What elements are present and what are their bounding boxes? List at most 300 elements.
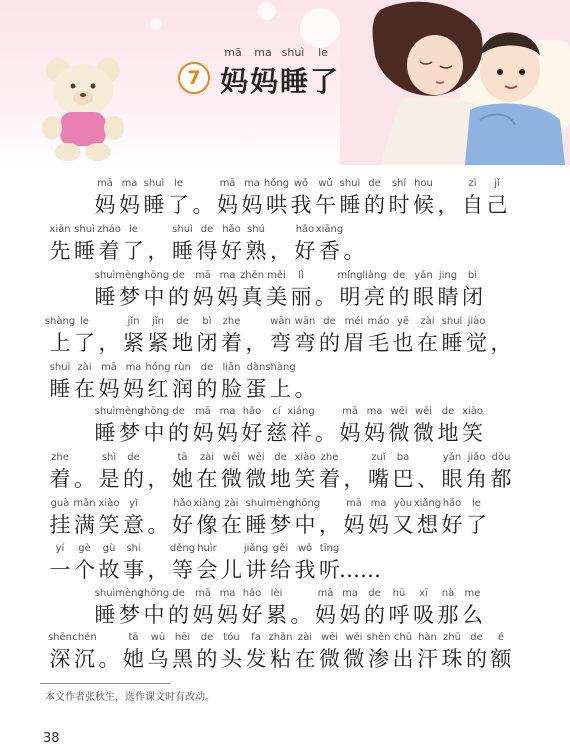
pinyin: xiāng (315, 224, 344, 235)
pinyin: tóu (223, 632, 240, 643)
pinyin: lèi (270, 588, 283, 599)
hanzi: 我 (290, 193, 312, 217)
character-cell (486, 450, 516, 502)
pinyin: ma (219, 406, 236, 417)
hanzi: 、 (417, 467, 438, 491)
hanzi: 在 (294, 647, 316, 671)
pinyin: yòu (393, 498, 413, 509)
character-cell (486, 630, 516, 682)
teddy-bear-illustration (38, 52, 128, 162)
hanzi: 好 (172, 513, 193, 537)
pinyin: le (174, 178, 183, 189)
pinyin: zhū (443, 632, 461, 643)
pinyin: zài (297, 632, 313, 643)
pinyin: shí (391, 178, 407, 189)
hanzi: 睡 (339, 193, 361, 217)
pinyin: bì (467, 270, 478, 281)
pinyin: xī (419, 588, 428, 599)
pinyin: de (200, 224, 214, 235)
page-number: 38 (43, 731, 60, 746)
pinyin: yì (129, 498, 138, 509)
pinyin: jǐn (152, 316, 164, 327)
pinyin: hǎo (242, 406, 262, 417)
hanzi: 也 (392, 331, 414, 355)
hanzi: 着 (49, 467, 71, 491)
pinyin: de (470, 632, 483, 643)
hanzi: 慈 (266, 421, 287, 445)
pinyin: guà (50, 498, 70, 509)
pinyin: hǎo (442, 498, 462, 509)
pinyin: wū (150, 632, 166, 643)
pinyin: ma (244, 178, 260, 189)
hanzi: 妈 (192, 421, 214, 445)
hanzi: 红 (147, 377, 169, 401)
pinyin: yǎn (442, 452, 462, 463)
hanzi: 妈 (123, 377, 144, 401)
hanzi: 好 (441, 513, 463, 537)
pinyin: liǎn (222, 362, 241, 373)
pinyin: gù (102, 543, 116, 554)
pinyin: de (368, 588, 381, 599)
hanzi: 好 (221, 239, 242, 263)
hanzi: 紧 (123, 331, 144, 355)
hanzi: 了 (123, 239, 144, 263)
hanzi: 珠 (441, 647, 463, 671)
hanzi: 哄 (266, 193, 287, 217)
hanzi: ， (147, 467, 169, 491)
pinyin: de (172, 270, 185, 281)
pinyin: de (441, 406, 455, 417)
hanzi: 的 (466, 647, 487, 671)
sparkle (300, 8, 340, 48)
hanzi: 睡 (172, 239, 193, 263)
title-character: 妈 (250, 65, 279, 98)
character-cell (458, 268, 488, 320)
title-pinyin: le (318, 46, 328, 59)
hanzi: 梦 (119, 285, 140, 309)
pinyin: zhe (320, 452, 339, 463)
pinyin: hǎo (222, 224, 241, 235)
pinyin: wān (294, 316, 316, 327)
character-cell (458, 404, 488, 456)
hanzi: 的 (364, 193, 385, 217)
hanzi: 微 (413, 421, 434, 445)
hanzi: 时 (388, 193, 410, 217)
hanzi: 香 (319, 239, 340, 263)
hanzi: ， (245, 331, 267, 355)
hanzi: 睡 (94, 603, 116, 627)
hanzi: 中 (143, 285, 165, 309)
hanzi: 微 (388, 421, 410, 445)
sparkle (258, 2, 276, 20)
hanzi: 挂 (49, 513, 71, 537)
hanzi: 好 (241, 603, 263, 627)
hanzi: 妈 (192, 603, 214, 627)
hanzi: 。 (192, 193, 214, 217)
pinyin: de (392, 270, 406, 281)
pinyin: zài (199, 452, 215, 463)
pinyin: huìr (197, 543, 217, 554)
hanzi: 一 (49, 558, 71, 582)
hanzi: …… (339, 558, 381, 582)
pinyin: jǐn (127, 316, 140, 327)
character-cell (486, 314, 516, 366)
pinyin: lì (298, 270, 304, 281)
character-cell (462, 496, 492, 548)
title-character: 睡 (280, 65, 309, 98)
hanzi: 候 (413, 193, 434, 217)
hanzi: 着 (319, 467, 340, 491)
hanzi: 角 (466, 467, 487, 491)
hanzi: 的 (168, 285, 189, 309)
pinyin: dàn (246, 362, 266, 373)
hanzi: 妈 (368, 513, 389, 537)
hanzi: 地 (437, 421, 459, 445)
hanzi: 弯 (270, 331, 291, 355)
hanzi: 先 (49, 239, 71, 263)
pinyin: shàng (44, 316, 76, 327)
hanzi: ， (147, 558, 169, 582)
hanzi: 睡 (245, 513, 267, 537)
hanzi: 深 (49, 647, 71, 671)
pinyin: mèng (115, 406, 144, 417)
hanzi: 。 (343, 239, 365, 263)
hanzi: 儿 (221, 558, 242, 582)
pinyin: wēi (320, 632, 339, 643)
hanzi: 的 (168, 421, 189, 445)
hanzi: 蛋 (245, 377, 267, 401)
pinyin: hóng (145, 362, 171, 373)
hanzi: 在 (417, 331, 438, 355)
pinyin: xiào (294, 452, 316, 463)
hanzi: 眉 (343, 331, 365, 355)
pinyin: mèng (115, 270, 144, 281)
pinyin: jiǎo (467, 452, 486, 463)
hanzi: 她 (123, 647, 144, 671)
hanzi: 好 (294, 239, 316, 263)
pinyin: mèng (266, 498, 295, 509)
hanzi: 讲 (245, 558, 267, 582)
hanzi: 妈 (119, 193, 140, 217)
pinyin: de (323, 316, 336, 327)
hanzi: 的 (364, 603, 385, 627)
header-banner (0, 0, 570, 170)
pinyin: mā (219, 178, 236, 189)
hanzi: 自 (462, 193, 483, 217)
pinyin: le (129, 224, 138, 235)
pinyin: xiáng (287, 406, 315, 417)
pinyin: mā (195, 270, 211, 281)
pinyin: shuì (172, 224, 193, 235)
hanzi: 梦 (119, 603, 140, 627)
pinyin: shi (126, 543, 141, 554)
pinyin: wēi (390, 406, 408, 417)
hanzi: 梦 (270, 513, 291, 537)
pinyin: zài (224, 498, 239, 509)
title-pinyin: mā (224, 46, 242, 59)
hanzi: 笑 (462, 421, 483, 445)
hanzi: 的 (168, 603, 189, 627)
hanzi: 妈 (241, 193, 263, 217)
pinyin: ma (125, 362, 142, 373)
hanzi: 中 (143, 603, 165, 627)
hanzi: 妈 (94, 193, 116, 217)
hanzi: 睡 (441, 331, 463, 355)
pinyin: cí (272, 406, 281, 417)
hanzi: ， (319, 513, 340, 537)
pinyin: mǎn (73, 498, 96, 509)
hanzi: 弯 (294, 331, 316, 355)
hanzi: 。 (294, 377, 316, 401)
hanzi: 等 (172, 558, 193, 582)
hanzi: 眼 (413, 285, 434, 309)
hanzi: 紧 (147, 331, 169, 355)
hanzi: 巴 (392, 467, 414, 491)
pinyin: mā (195, 588, 211, 599)
hanzi: 闭 (462, 285, 483, 309)
pinyin: nà (441, 588, 455, 599)
hanzi: 额 (490, 647, 512, 671)
pinyin: hū (392, 588, 406, 599)
pinyin: hǎo (295, 224, 315, 235)
hanzi: 了 (168, 193, 189, 217)
pinyin: fa (251, 632, 261, 643)
pinyin: mā (195, 406, 211, 417)
pinyin: hàn (418, 632, 437, 643)
hanzi: 中 (294, 513, 316, 537)
pinyin: jiǎng (243, 543, 269, 554)
hanzi: 己 (486, 193, 508, 217)
hanzi: 又 (392, 513, 414, 537)
hanzi: 头 (221, 647, 242, 671)
hanzi: ， (343, 467, 365, 491)
pinyin: de (127, 452, 140, 463)
hanzi: 了 (74, 331, 95, 355)
hanzi: 妈 (192, 285, 214, 309)
hanzi: 在 (221, 513, 242, 537)
hanzi: 祥 (290, 421, 312, 445)
pinyin: xiǎng (413, 498, 442, 509)
hanzi: 丽 (290, 285, 312, 309)
title-pinyin: ma (254, 46, 272, 59)
hanzi: 意 (123, 513, 144, 537)
hanzi: 嘴 (368, 467, 389, 491)
hanzi: 我 (294, 558, 316, 582)
pinyin: de (274, 452, 287, 463)
hanzi: 润 (172, 377, 193, 401)
hanzi: 笑 (294, 467, 316, 491)
hanzi: 在 (196, 467, 218, 491)
hanzi: 熟 (245, 239, 267, 263)
pinyin: le (80, 316, 89, 327)
hanzi: 的 (388, 285, 410, 309)
pinyin: ma (366, 406, 383, 417)
hanzi: 妈 (315, 603, 336, 627)
title-character: 了 (310, 65, 339, 98)
hanzi: 沉 (74, 647, 95, 671)
hanzi: 妈 (98, 377, 120, 401)
pinyin: shēn (47, 632, 73, 643)
pinyin: yě (396, 316, 410, 327)
hanzi: 发 (245, 647, 267, 671)
hanzi: 故 (98, 558, 120, 582)
pinyin: de (172, 588, 185, 599)
hanzi: 眼 (441, 467, 463, 491)
hanzi: 梦 (119, 421, 140, 445)
pinyin: děng (169, 543, 196, 554)
pinyin: mèng (115, 588, 144, 599)
character-cell (482, 176, 512, 228)
pinyin: zhōng (138, 406, 170, 417)
pinyin: é (497, 632, 505, 643)
hanzi: 妈 (217, 193, 238, 217)
hanzi: 。 (74, 467, 95, 491)
hanzi: 汗 (417, 647, 438, 671)
pinyin: ma (121, 178, 138, 189)
pinyin: yǎn (414, 270, 433, 281)
pinyin: hǎo (242, 588, 262, 599)
hanzi: 睡 (94, 421, 116, 445)
hanzi: 明 (339, 285, 361, 309)
hanzi: 着 (98, 239, 120, 263)
hanzi: 得 (196, 239, 218, 263)
pinyin: yí (55, 543, 65, 554)
pinyin: wān (270, 316, 291, 327)
hanzi: ， (270, 239, 291, 263)
hanzi: 累 (266, 603, 287, 627)
pinyin: gěi (272, 543, 289, 554)
lesson-number-badge: 7 (178, 62, 210, 94)
pinyin: tā (128, 632, 139, 643)
hanzi: 乌 (147, 647, 169, 671)
pinyin: jiào (467, 316, 486, 327)
pinyin: shàng (265, 362, 296, 373)
pinyin: bì (202, 316, 212, 327)
pinyin: shuì (245, 498, 267, 509)
hanzi: 亮 (364, 285, 385, 309)
hanzi: 妈 (339, 421, 361, 445)
hanzi: 渗 (368, 647, 389, 671)
pinyin: xiào (462, 406, 483, 417)
hanzi: 像 (196, 513, 218, 537)
hanzi: 会 (196, 558, 218, 582)
hanzi: 觉 (466, 331, 487, 355)
pinyin: de (172, 406, 185, 417)
pinyin: zhōng (138, 588, 170, 599)
hanzi: 黑 (172, 647, 193, 671)
hanzi: 微 (221, 467, 242, 491)
hanzi: 毛 (368, 331, 389, 355)
pinyin: xiàng (193, 498, 221, 509)
hanzi: 脸 (221, 377, 242, 401)
hanzi: 睛 (437, 285, 459, 309)
hanzi: 出 (392, 647, 414, 671)
hanzi: 中 (143, 421, 165, 445)
pinyin: dōu (491, 452, 511, 463)
pinyin: měi (267, 270, 286, 281)
pinyin: zì (468, 178, 477, 189)
hanzi: 的 (123, 467, 144, 491)
hanzi: 。 (315, 285, 336, 309)
pinyin: shuì (49, 362, 71, 373)
hanzi: 睡 (49, 377, 71, 401)
hanzi: 妈 (339, 603, 361, 627)
pinyin: wēi (414, 406, 433, 417)
pinyin: shuì (143, 178, 165, 189)
hanzi: 微 (319, 647, 340, 671)
title-pinyin: shuì (281, 46, 305, 59)
pinyin: xiān (49, 224, 71, 235)
pinyin: míng (337, 270, 363, 281)
pinyin: wēi (247, 452, 265, 463)
pinyin: shuì (94, 270, 116, 281)
hanzi: ， (98, 331, 120, 355)
hanzi: 上 (270, 377, 291, 401)
pinyin: méi (344, 316, 364, 327)
pinyin: shuì (441, 316, 463, 327)
hanzi: 了 (466, 513, 487, 537)
pinyin: wǔ (318, 178, 333, 189)
pinyin: shuì (339, 178, 361, 189)
hanzi: 地 (172, 331, 193, 355)
pinyin: xiào (98, 498, 120, 509)
pinyin: ma (219, 588, 236, 599)
pinyin: tā (177, 452, 188, 463)
pinyin: ma (370, 498, 387, 509)
pinyin: shuì (94, 406, 116, 417)
hanzi: 事 (123, 558, 144, 582)
pinyin: ma (342, 588, 358, 599)
hanzi: 给 (270, 558, 291, 582)
hanzi: 的 (196, 647, 218, 671)
footnote: 本文作者张秋生，选作课文时有改动。 (45, 692, 215, 703)
hanzi: 她 (172, 467, 193, 491)
pinyin: ba (396, 452, 410, 463)
hanzi: 个 (74, 558, 95, 582)
hanzi: 呼 (388, 603, 410, 627)
pinyin: zài (77, 362, 92, 373)
hanzi: 午 (315, 193, 336, 217)
hanzi: 微 (245, 467, 267, 491)
pinyin: shuì (94, 588, 116, 599)
pinyin: chén (72, 632, 97, 643)
pinyin: mā (342, 406, 358, 417)
hanzi: ， (490, 331, 512, 355)
pinyin: zhēn (239, 270, 265, 281)
pinyin: hǒng (263, 178, 290, 189)
pinyin: zhe (222, 316, 241, 327)
pinyin: zhān (268, 632, 293, 643)
hanzi: 闭 (196, 331, 218, 355)
hanzi: 妈 (343, 513, 365, 537)
pinyin: de (368, 178, 381, 189)
pinyin: jǐ (494, 178, 500, 189)
pinyin: máo (367, 316, 390, 327)
hanzi: 粘 (270, 647, 291, 671)
hanzi: 美 (266, 285, 287, 309)
hanzi: 睡 (74, 239, 95, 263)
pinyin: hou (414, 178, 433, 189)
hanzi: 真 (241, 285, 263, 309)
hanzi: 笑 (98, 513, 120, 537)
hanzi: ， (147, 239, 169, 263)
hanzi: 妈 (217, 421, 238, 445)
pinyin: mā (317, 588, 334, 599)
hanzi: 妈 (364, 421, 385, 445)
hanzi: 妈 (217, 285, 238, 309)
hanzi: 都 (490, 467, 512, 491)
pinyin: de (200, 632, 214, 643)
